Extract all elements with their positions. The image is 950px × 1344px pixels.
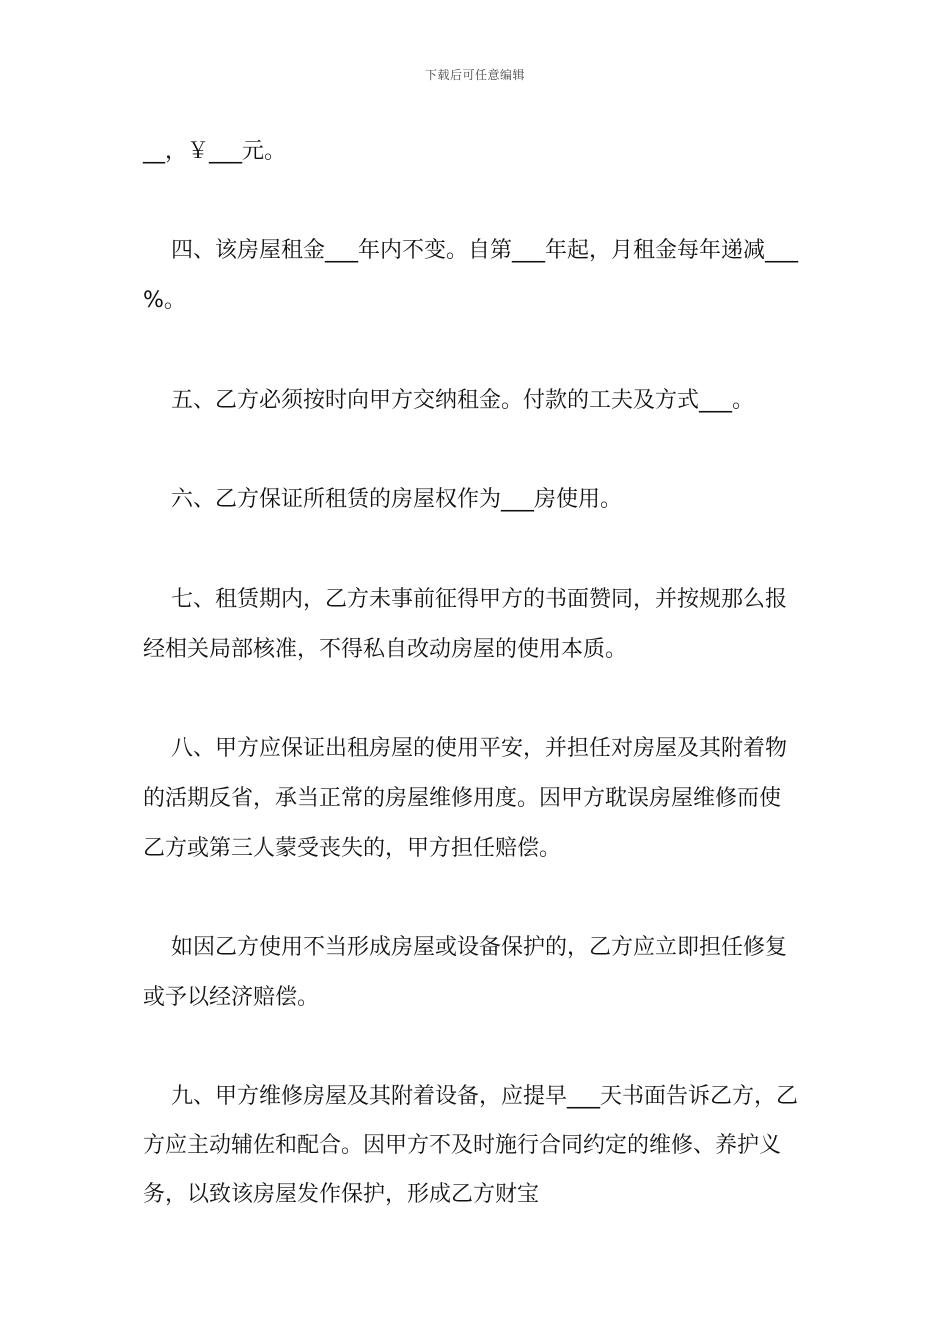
paragraph-line: __，￥___元。 [143, 139, 287, 164]
paragraph-line: 八、甲方应保证出租房屋的使用平安，并担任对房屋及其附着物 [171, 736, 788, 761]
paragraph-line: 九、甲方维修房屋及其附着设备，应提早___天书面告诉乙方，乙 [171, 1084, 799, 1109]
paragraph-line: 经相关局部核准，不得私自改动房屋的使用本质。 [143, 637, 628, 662]
paragraph-line: 或予以经济赔偿。 [143, 985, 320, 1010]
paragraph-line: 务，以致该房屋发作保护，形成乙方财宝 [143, 1182, 540, 1207]
paragraph-line: 六、乙方保证所租赁的房屋权作为___房使用。 [171, 487, 623, 512]
paragraph-line: 四、该房屋租金___年内不变。自第___年起，月租金每年递减___ [171, 238, 799, 263]
paragraph-line: 方应主动辅佐和配合。因甲方不及时施行合同约定的维修、养护义 [143, 1133, 782, 1158]
paragraph-line: 如因乙方使用不当形成房屋或设备保护的，乙方应立即担任修复 [171, 935, 788, 960]
page-header: 下载后可任意编辑 [424, 68, 525, 82]
paragraph-line: %。 [143, 288, 186, 313]
paragraph-line: 五、乙方必须按时向甲方交纳租金。付款的工夫及方式___。 [171, 388, 755, 413]
paragraph-line: 的活期反省，承当正常的房屋维修用度。因甲方耽误房屋维修而使 [143, 786, 782, 811]
paragraph-line: 乙方或第三人蒙受丧失的，甲方担任赔偿。 [143, 836, 562, 861]
paragraph-line: 七、租赁期内，乙方未事前征得甲方的书面赞同，并按规那么报 [171, 587, 788, 612]
